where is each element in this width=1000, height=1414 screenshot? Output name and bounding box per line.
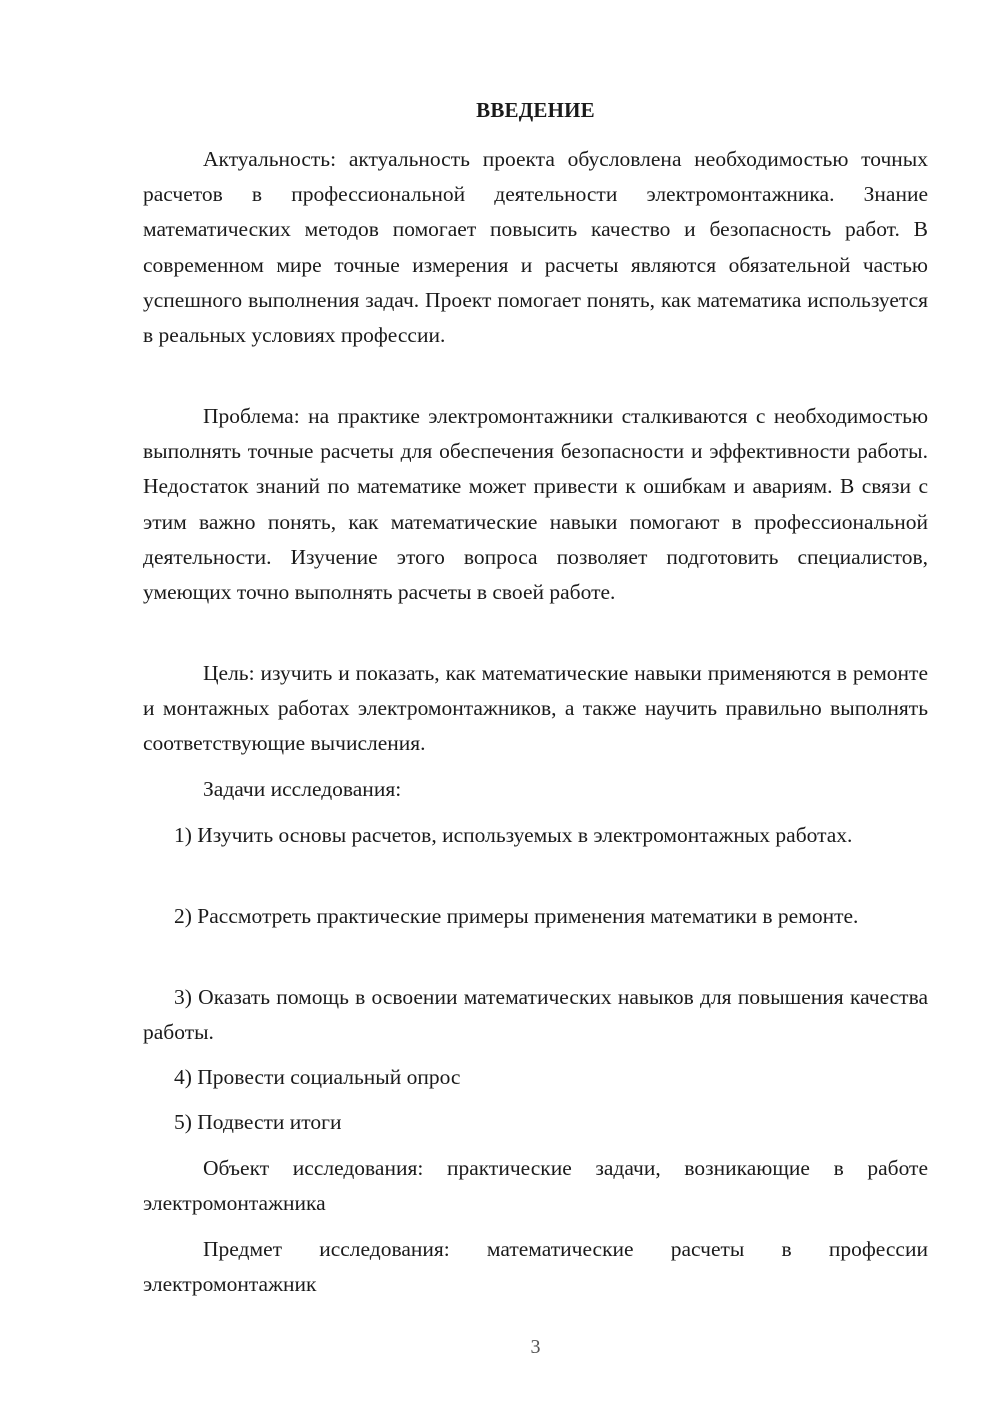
subject-paragraph: Предмет исследования: математические расчеты в профессии электромонтажник — [143, 1237, 928, 1297]
goal-paragraph: Цель: изучить и показать, как математические навыки применяются в ремонте и монтажных работах электромонтажников, а также научить правильно выполнять соответствующие вычисления. — [143, 661, 928, 756]
task-item-1: 1) Изучить основы расчетов, используемых в электромонтажных работах. — [174, 823, 853, 847]
task-item-5: 5) Подвести итоги — [174, 1110, 342, 1134]
task-item-4: 4) Провести социальный опрос — [174, 1065, 461, 1089]
relevance-paragraph: Актуальность: актуальность проекта обусловлена необходимостью точных расчетов в профессиональной деятельности электромонтажника. Знание математических методов помогает повысить качество и безопасность работ. В современном мире точные измерения и расчеты являются обязательной частью успешного выполнения задач. Проект помогает понять, как математика используется в реальных условиях профессии. — [143, 147, 928, 348]
problem-paragraph: Проблема: на практике электромонтажники сталкиваются с необходимостью выполнять точные расчеты для обеспечения безопасности и эффективности работы. Недостаток знаний по математике может привести к ошибкам и авариям. В связи с этим важно понять, как математические навыки помогают в профессиональной деятельности. Изучение этого вопроса позволяет подготовить специалистов, умеющих точно выполнять расчеты в своей работе. — [143, 404, 928, 605]
object-paragraph: Объект исследования: практические задачи, возникающие в работе электромонтажника — [143, 1156, 928, 1216]
task-item-3: 3) Оказать помощь в освоении математических навыков для повышения качества работы. — [143, 985, 928, 1045]
tasks-title: Задачи исследования: — [203, 777, 402, 801]
task-item-2: 2) Рассмотреть практические примеры применения математики в ремонте. — [174, 904, 859, 928]
page-number: 3 — [530, 1336, 541, 1358]
document-page — [143, 0, 928, 1414]
section-heading: ВВЕДЕНИЕ — [476, 98, 595, 122]
